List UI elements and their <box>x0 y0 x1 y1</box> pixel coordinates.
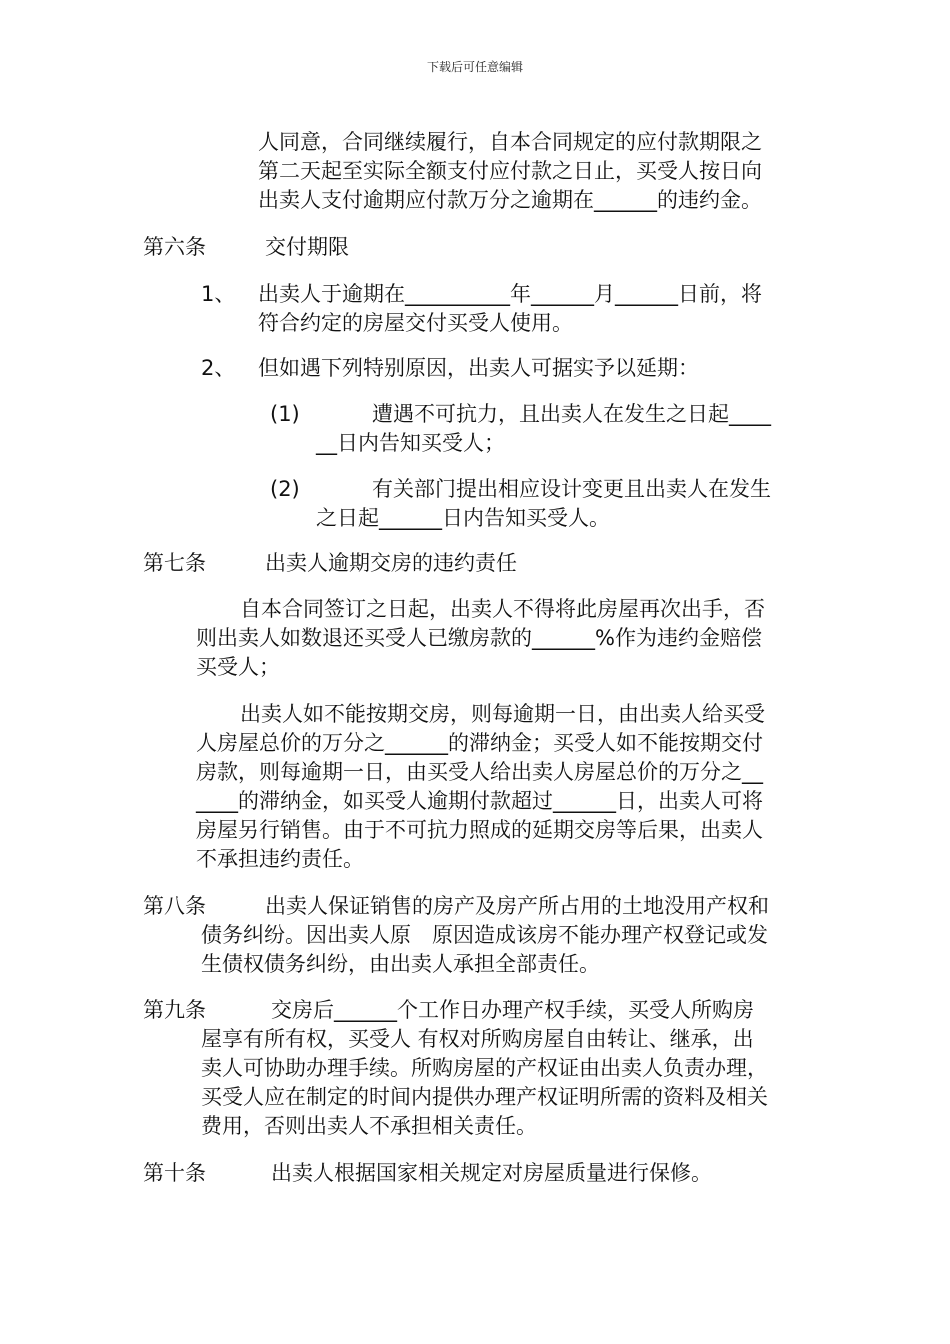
subitem-number: (2) <box>270 477 300 501</box>
text-line: 房屋另行销售。由于不可抗力照成的延期交房等后果，出卖人 <box>196 818 763 842</box>
text-line: 但如遇下列特别原因，出卖人可据实予以延期： <box>258 356 699 380</box>
text-line: 出卖人如不能按期交房，则每逾期一日，由出卖人给买受 <box>240 702 765 726</box>
page-header-note: 下载后可任意编辑 <box>426 60 523 74</box>
article-8-label: 第八条 <box>143 894 206 918</box>
text-line: 则出卖人如数退还买受人已缴房款的______%作为违约金赔偿 <box>196 626 762 650</box>
text-line: __日内告知买受人； <box>316 431 505 455</box>
text-line: 人同意，合同继续履行，自本合同规定的应付款期限之 <box>258 130 762 154</box>
text-line: 有关部门提出相应设计变更且出卖人在发生 <box>372 477 771 501</box>
text-line: 出卖人根据国家相关规定对房屋质量进行保修。 <box>271 1161 712 1185</box>
text-line: 费用，否则出卖人不承担相关责任。 <box>201 1114 537 1138</box>
text-line: 买受人； <box>196 655 280 679</box>
article-6-label: 第六条 <box>143 235 206 259</box>
text-line: ____的滞纳金，如买受人逾期付款超过______日，出卖人可将 <box>196 789 763 813</box>
text-line: 屋享有所有权，买受人 有权对所购房屋自由转让、继承，出 <box>201 1027 754 1051</box>
article-7-label: 第七条 <box>143 551 206 575</box>
item-number: 2、 <box>201 356 236 380</box>
text-line: 符合约定的房屋交付买受人使用。 <box>258 311 573 335</box>
text-line: 出卖人于逾期在__________年______月______日前，将 <box>258 282 762 306</box>
subitem-number: (1) <box>270 402 300 426</box>
text-line: 生债权债务纠纷，由出卖人承担全部责任。 <box>201 952 600 976</box>
text-line: 债务纠纷。因出卖人原 原因造成该房不能办理产权登记或发 <box>201 923 768 947</box>
article-7-title: 出卖人逾期交房的违约责任 <box>265 551 517 575</box>
text-line: 出卖人保证销售的房产及房产所占用的土地没用产权和 <box>265 894 769 918</box>
item-number: 1、 <box>201 282 236 306</box>
article-10-label: 第十条 <box>143 1161 206 1185</box>
text-line: 遭遇不可抗力，且出卖人在发生之日起____ <box>372 402 771 426</box>
text-line: 第二天起至实际全额支付应付款之日止，买受人按日向 <box>258 159 762 183</box>
text-line: 人房屋总价的万分之______的滞纳金；买受人如不能按期交付 <box>196 731 763 755</box>
text-line: 房款，则每逾期一日，由买受人给出卖人房屋总价的万分之__ <box>196 760 763 784</box>
text-line: 自本合同签订之日起，出卖人不得将此房屋再次出手，否 <box>240 597 765 621</box>
text-line: 之日起______日内告知买受人。 <box>316 506 610 530</box>
article-9-label: 第九条 <box>143 998 206 1022</box>
text-line: 出卖人支付逾期应付款万分之逾期在______的违约金。 <box>258 188 762 212</box>
text-line: 卖人可协助办理手续。所购房屋的产权证由出卖人负责办理， <box>201 1056 768 1080</box>
article-6-title: 交付期限 <box>265 235 349 259</box>
text-line: 买受人应在制定的时间内提供办理产权证明所需的资料及相关 <box>201 1085 768 1109</box>
text-line: 不承担违约责任。 <box>196 847 364 871</box>
text-line: 交房后______个工作日办理产权手续，买受人所购房 <box>271 998 754 1022</box>
